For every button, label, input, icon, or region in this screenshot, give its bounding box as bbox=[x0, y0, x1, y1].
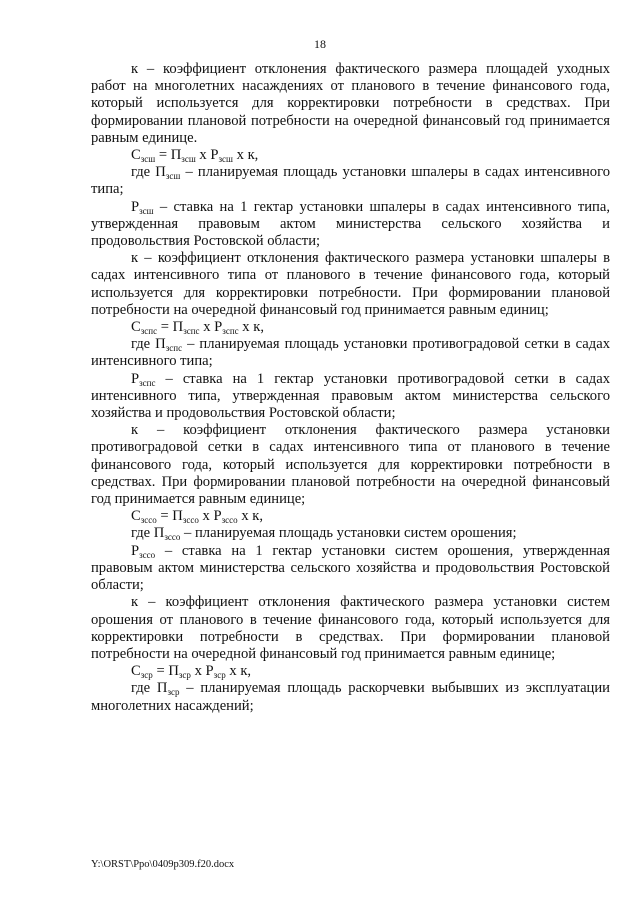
paragraph-hail-net-coefficient: к – коэффициент отклонения фактического размера установки противоградовой сетки в садах интенсивного типа от планового в течение финансового года, который используется для корректировки потребности в средствах. При формировании плановой потребности на очередной финансовый год принимается равным единице; bbox=[91, 422, 610, 508]
paragraph-uprooting-area: где $П_{зср}$ – планируемая площадь раскорчевки выбывших из эксплуатации многолетних насаждений; bbox=[91, 680, 610, 714]
formula-hail-net: $С_{зспс} = П_{зспс}$ х $Р_{зспс}$ х к, bbox=[131, 319, 264, 337]
document-body bbox=[91, 61, 610, 715]
paragraph-coefficient-care: к – коэффициент отклонения фактического размера площадей уходных работ на многолетних насаждениях от планового в течение финансового года, который используется для корректировки потребности в средствах. При формировании плановой потребности на очередной финансовый год принимается равным единице. bbox=[91, 61, 610, 146]
paragraph-trellis-rate: $Р_{зсш}$ – ставка на 1 гектар установки шпалеры в садах интенсивного типа, утвержденная правовым актом министерства сельского хозяйства и продовольствия Ростовской области; bbox=[91, 198, 610, 250]
paragraph-trellis-area: где $П_{зсш}$ – планируемая площадь установки шпалеры в садах интенсивного типа; bbox=[91, 164, 610, 198]
paragraph-irrigation-coefficient: к – коэффициент отклонения фактического размера установки систем орошения от планового в течение финансового года, который используется для корректировки потребности в средствах. При формировании плановой потребности на очередной финансовый год принимается равным единице; bbox=[91, 594, 610, 662]
page-number: 18 bbox=[314, 37, 326, 51]
paragraph-trellis-coefficient: к – коэффициент отклонения фактического размера установки шпалеры в садах интенсивного типа от планового в течение финансового года, который используется для корректировки потребности. При формировании плановой потребности на очередной финансовый год принимается равным единиц; bbox=[91, 250, 610, 318]
paragraph-hail-net-area: где $П_{зспс}$ – планируемая площадь установки противоградовой сетки в садах интенсивного типа; bbox=[91, 336, 610, 370]
file-path-footer: Y:\ORST\Ppo\0409p309.f20.docx bbox=[91, 859, 235, 870]
paragraph-irrigation-area: где $П_{зсco}$ – планируемая площадь установки систем орошения; bbox=[131, 525, 517, 543]
paragraph-irrigation-rate: $Р_{зсco}$ – ставка на 1 гектар установки систем орошения, утвержденная правовым актом министерства сельского хозяйства и продовольствия Ростовской области; bbox=[91, 542, 610, 594]
formula-uprooting: $С_{зср} = П_{зср}$ х $Р_{зср}$ х к, bbox=[131, 663, 252, 681]
paragraph-hail-net-rate: $Р_{зспс}$ – ставка на 1 гектар установки противоградовой сетки в садах интенсивного типа, утвержденная правовым актом министерства сельского хозяйства и продовольствия Ростовской области; bbox=[91, 370, 610, 422]
formula-trellis: $С_{зсш} = П_{зсш}$ х $Р_{зсш}$ х к, bbox=[131, 147, 259, 165]
formula-irrigation: $С_{зсco} = П_{зсco}$ х $Р_{зсco}$ х к, bbox=[131, 508, 264, 526]
